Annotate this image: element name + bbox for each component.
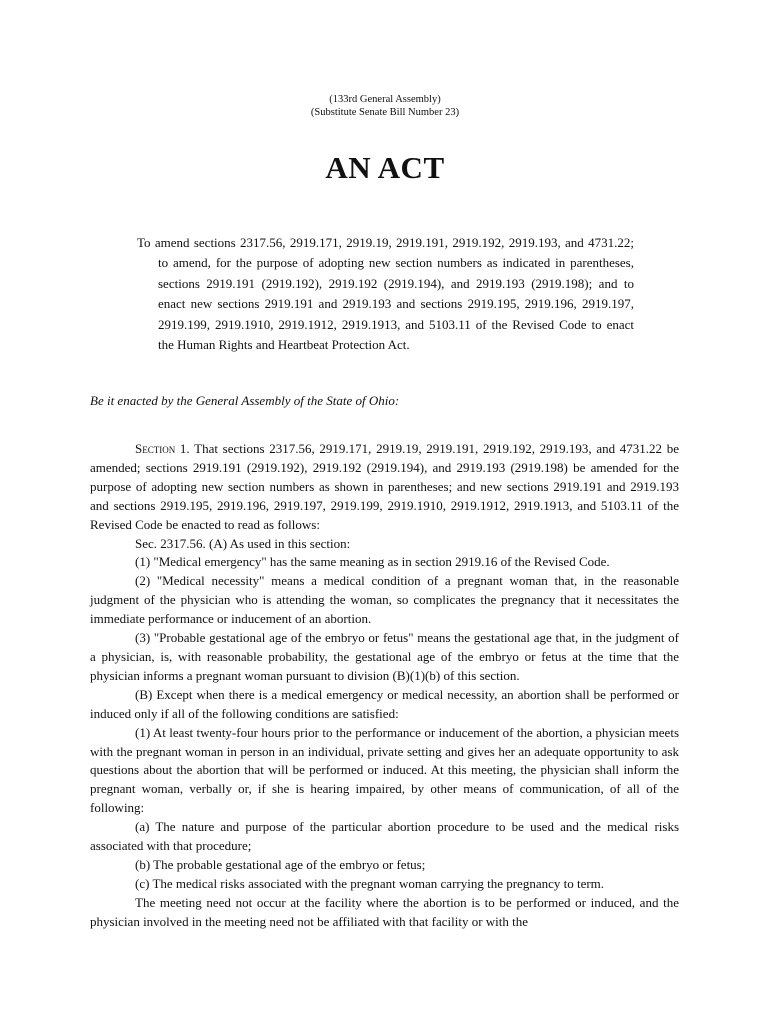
assembly-header: (133rd General Assembly) — [329, 94, 441, 105]
paragraph-a1: (1) "Medical emergency" has the same meaning as in section 2919.16 of the Revised Code. — [135, 554, 610, 570]
paragraph-b1c: (c) The medical risks associated with the pregnant woman carrying the pregnancy to term. — [135, 875, 605, 891]
paragraph-a2: (2) "Medical necessity" means a medical condition of a pregnant woman that, in the reasonable judgment of the physician who is attending the woman, so complicates the pregnancy that it necessitates the immediate performance or inducement of an abortion. — [90, 573, 679, 627]
paragraph-b1a: (a) The nature and purpose of the particular abortion procedure to be used and the medical risks associated with that procedure; — [90, 819, 679, 854]
paragraph-a3: (3) "Probable gestational age of the embryo or fetus" means the gestational age that, in the judgment of a physician, is, with reasonable probability, the gestational age of the embryo or fetus at the time that the physician informs a pregnant woman pursuant to division (B)(1)(b) of this section. — [90, 630, 679, 683]
paragraph-sec-heading: Sec. 2317.56. (A) As used in this section: — [135, 535, 351, 551]
section-1-paragraph — [90, 440, 679, 535]
paragraph-meeting: The meeting need not occur at the facility where the abortion is to be performed or induced, and the physician involved in the meeting need not be affiliated with that facility or with the — [90, 894, 679, 929]
bill-header: (Substitute Senate Bill Number 23) — [310, 107, 460, 118]
act-body — [90, 440, 679, 932]
paragraph-b1: (1) At least twenty-four hours prior to the performance or inducement of the abortion, a physician meets with the pregnant woman in person in an individual, private setting and gives her an adequate opportunity to ask questions about the abortion that will be performed or induced. At this meeting, the physician shall inform the pregnant woman, verbally or, if she is hearing impaired, by other means of communication, of all of the following: — [90, 724, 679, 816]
paragraph-b1b: (b) The probable gestational age of the embryo or fetus; — [135, 856, 426, 872]
section-label: Section — [135, 441, 176, 456]
enacting-clause: Be it enacted by the General Assembly of the State of Ohio: — [90, 393, 400, 408]
act-summary: To amend sections 2317.56, 2919.171, 2919.19, 2919.191, 2919.192, 2919.193, and 4731.22; to amend, for the purpose of adopting new section numbers as indicated in parentheses, sections 2919.191 (2919.192), 2919.192 (2919.194), and 2919.193 (2919.198); and to enact new sections 2919.191 and 2919.193 and sections 2919.195, 2919.196, 2919.197, 2919.199, 2919.1910, 2919.1912, 2919.1913, and 5103.11 of the Revised Code to enact the Human Rights and Heartbeat Protection Act. — [137, 235, 634, 353]
paragraph-b: (B) Except when there is a medical emergency or medical necessity, an abortion shall be performed or induced only if all of the following conditions are satisfied: — [90, 686, 679, 721]
section-1-text: 1. That sections 2317.56, 2919.171, 2919.19, 2919.191, 2919.192, 2919.193, and 4731.22 be amended; sections 2919.191 (2919.192), 2919.192 (2919.194), and 2919.193 (2919.198) be amended for the purpose of adopting new section numbers as shown in parentheses; and new sections 2919.191 and 2919.193 and sections 2919.195, 2919.196, 2919.197, 2919.199, 2919.1910, 2919.1912, 2919.1913, and 5103.11 of the Revised Code be enacted to read as follows: — [90, 441, 679, 532]
document-title: AN ACT — [325, 150, 445, 185]
